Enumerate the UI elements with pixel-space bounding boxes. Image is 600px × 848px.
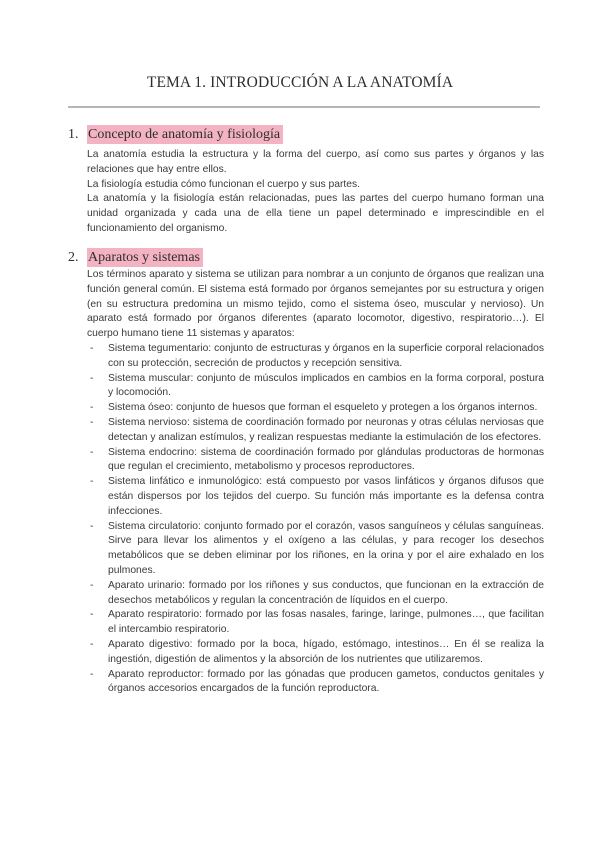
title-divider xyxy=(68,106,540,108)
page-title: TEMA 1. INTRODUCCIÓN A LA ANATOMÍA xyxy=(146,74,454,91)
section-1-title: Concepto de anatomía y fisiología xyxy=(87,125,283,144)
list-item: - Aparato urinario: formado por los riñones y sus conductos, que funcionan en la extracción de desechos metabólicos y regulan la concentración de líquidos en el cuerpo. xyxy=(87,579,544,609)
list-item: - Sistema endocrino: sistema de coordinación formado por glándulas productoras de hormonas que regulan el crecimiento, metabolismo y procesos reproductores. xyxy=(87,446,544,476)
list-item: - Aparato reproductor: formado por las gónadas que producen gametos, conductos genitales y órganos accesorios encargados de la función reproductora. xyxy=(87,668,544,698)
list-item: - Sistema tegumentario: conjunto de estructuras y órganos en la superficie corporal relacionados con su protección, secreción de productos y recepción sensitiva. xyxy=(87,342,544,372)
paragraph: La anatomía estudia la estructura y la forma del cuerpo, así como sus partes y órganos y las relaciones que hay entre ellos. xyxy=(87,149,544,175)
section-2-title: Aparatos y sistemas xyxy=(87,248,203,267)
list-item: - Aparato respiratorio: formado por las fosas nasales, faringe, laringe, pulmones…, que facilitan el intercambio respiratorio. xyxy=(87,608,544,638)
section-1-body xyxy=(87,148,544,237)
systems-list xyxy=(87,342,544,697)
list-item: - Sistema circulatorio: conjunto formado por el corazón, vasos sanguíneos y células sanguíneas. Sirve para llevar los alimentos y el oxígeno a las células, y para recoger los desechos metabólicos que se deben eliminar por los riñones, en la orina y por el aire exhalado en los pulmones. xyxy=(87,520,544,579)
section-2-heading xyxy=(68,248,203,267)
section-1-number: 1. xyxy=(68,126,79,142)
section-1-heading xyxy=(68,125,283,144)
section-2-body xyxy=(87,268,544,697)
list-item: - Sistema nervioso: sistema de coordinación formado por neuronas y otras células nerviosas que detectan y analizan estímulos, y realizan respuestas mediante la estimulación de los efectores. xyxy=(87,416,544,446)
paragraph: La anatomía y la fisiología están relacionadas, pues las partes del cuerpo humano forman una unidad organizada y cada una de ella tiene un papel determinado e imprescindible en el funcionamiento del organismo. xyxy=(87,193,544,234)
section-2-number: 2. xyxy=(68,249,79,265)
list-item: - Sistema óseo: conjunto de huesos que forman el esqueleto y protegen a los órganos internos. xyxy=(87,401,544,416)
section-2-intro: Los términos aparato y sistema se utilizan para nombrar a un conjunto de órganos que realizan una función general común. El sistema está formado por órganos semejantes por su estructura y origen (en su estructura predomina un mismo tejido, como el sistema óseo, muscular y nervioso). Un aparato está formado por órganos diferentes (aparato locomotor, digestivo, respiratorio…). El cuerpo humano tiene 11 sistemas y aparatos: xyxy=(87,269,544,340)
paragraph: La fisiología estudia cómo funcionan el cuerpo y sus partes. xyxy=(87,178,361,190)
list-item: - Sistema linfático e inmunológico: está compuesto por vasos linfáticos y órganos difusos que están dispersos por los tejidos del cuerpo. Su función más importante es la defensa contra infecciones. xyxy=(87,475,544,519)
list-item: - Aparato digestivo: formado por la boca, hígado, estómago, intestinos… En él se realiza la ingestión, digestión de alimentos y la absorción de los nutrientes que utilizaremos. xyxy=(87,638,544,668)
list-item: - Sistema muscular: conjunto de músculos implicados en cambios en la forma corporal, postura y locomoción. xyxy=(87,372,544,402)
